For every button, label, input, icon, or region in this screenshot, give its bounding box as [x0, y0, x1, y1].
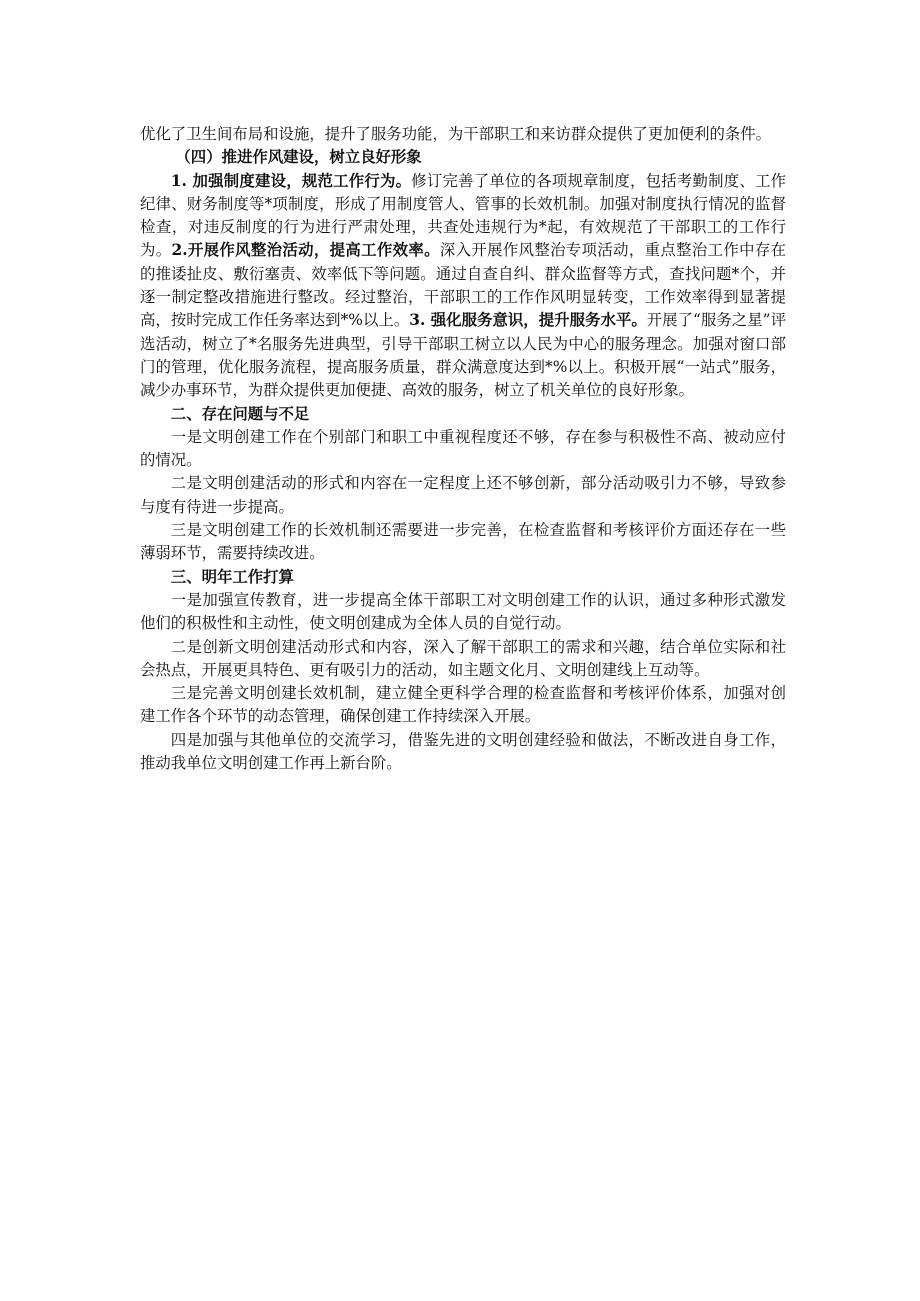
- continuation-paragraph: 优化了卫生间布局和设施，提升了服务功能，为干部职工和来访群众提供了更加便利的条件。: [140, 125, 772, 143]
- plan-paragraph-3: 三是完善文明创建长效机制，建立健全更科学合理的检查监督和考核评价体系，加强对创建工作各个环节的动态管理，确保创建工作持续深入开展。: [140, 684, 786, 726]
- problem-paragraph-2: 二是文明创建活动的形式和内容在一定程度上还不够创新，部分活动吸引力不够，导致参与度有待进一步提高。: [140, 474, 786, 516]
- plan-paragraph-2: 二是创新文明创建活动形式和内容，深入了解干部职工的需求和兴趣，结合单位实际和社会热点，开展更具特色、更有吸引力的活动，如主题文化月、文明创建线上互动等。: [140, 637, 786, 679]
- problem-paragraph-3: 三是文明创建工作的长效机制还需要进一步完善，在检查监督和考核评价方面还存在一些薄弱环节，需要持续改进。: [140, 521, 786, 563]
- plan-paragraph-4: 四是加强与其他单位的交流学习，借鉴先进的文明创建经验和做法，不断改进自身工作，推动我单位文明创建工作再上新台阶。: [140, 730, 786, 773]
- problem-paragraph-1: 一是文明创建工作在个别部门和职工中重视程度还不够，存在参与积极性不高、被动应付的情况。: [140, 427, 786, 470]
- item-3-text: 开展了“服务之星”评选活动，树立了*名服务先进典型，引导干部职工树立以人民为中心的服务理念。加强对窗口部门的管理，优化服务流程，提高服务质量，群众满意度达到*%以上。积极开展“一站式”服务，减少办事环节，为群众提供更加便捷、高效的服务，树立了机关单位的良好形象。: [140, 311, 786, 400]
- item-3-title: 3. 强化服务意识，提升服务水平。: [409, 311, 647, 330]
- item-1-title: 1. 加强制度建设，规范工作行为。: [170, 171, 412, 190]
- problems-heading: 二、存在问题与不足: [170, 404, 310, 423]
- item-2-title: 2.开展作风整治活动，提高工作效率。: [171, 241, 440, 260]
- plan-paragraph-1: 一是加强宣传教育，进一步提高全体干部职工对文明创建工作的认识，通过多种形式激发他们的积极性和主动性，使文明创建成为全体人员的自觉行动。: [140, 590, 786, 633]
- section-4-heading: （四）推进作风建设，树立良好形象: [175, 148, 422, 167]
- document-body: [140, 123, 786, 775]
- item-2-text: 深入开展作风整治专项活动，重点整治工作中存在的推诿扯皮、敷衍塞责、效率低下等问题。通过自查自纠、群众监督等方式，查找问题*个，并逐一制定整改措施进行整改。经过整治，干部职工的工作作风明显转变，工作效率得到显著提高，按时完成工作任务率达到*%以上。: [140, 241, 786, 330]
- plans-heading: 三、明年工作打算: [170, 567, 294, 586]
- section-4-paragraph: [140, 170, 786, 403]
- item-1-text: 修订完善了单位的各项规章制度，包括考勤制度、工作纪律、财务制度等*项制度，形成了用制度管人、管事的长效机制。加强对制度执行情况的监督检查，对违反制度的行为进行严肃处理，共查处违规行为*起，有效规范了干部职工的工作行为。: [140, 171, 786, 260]
